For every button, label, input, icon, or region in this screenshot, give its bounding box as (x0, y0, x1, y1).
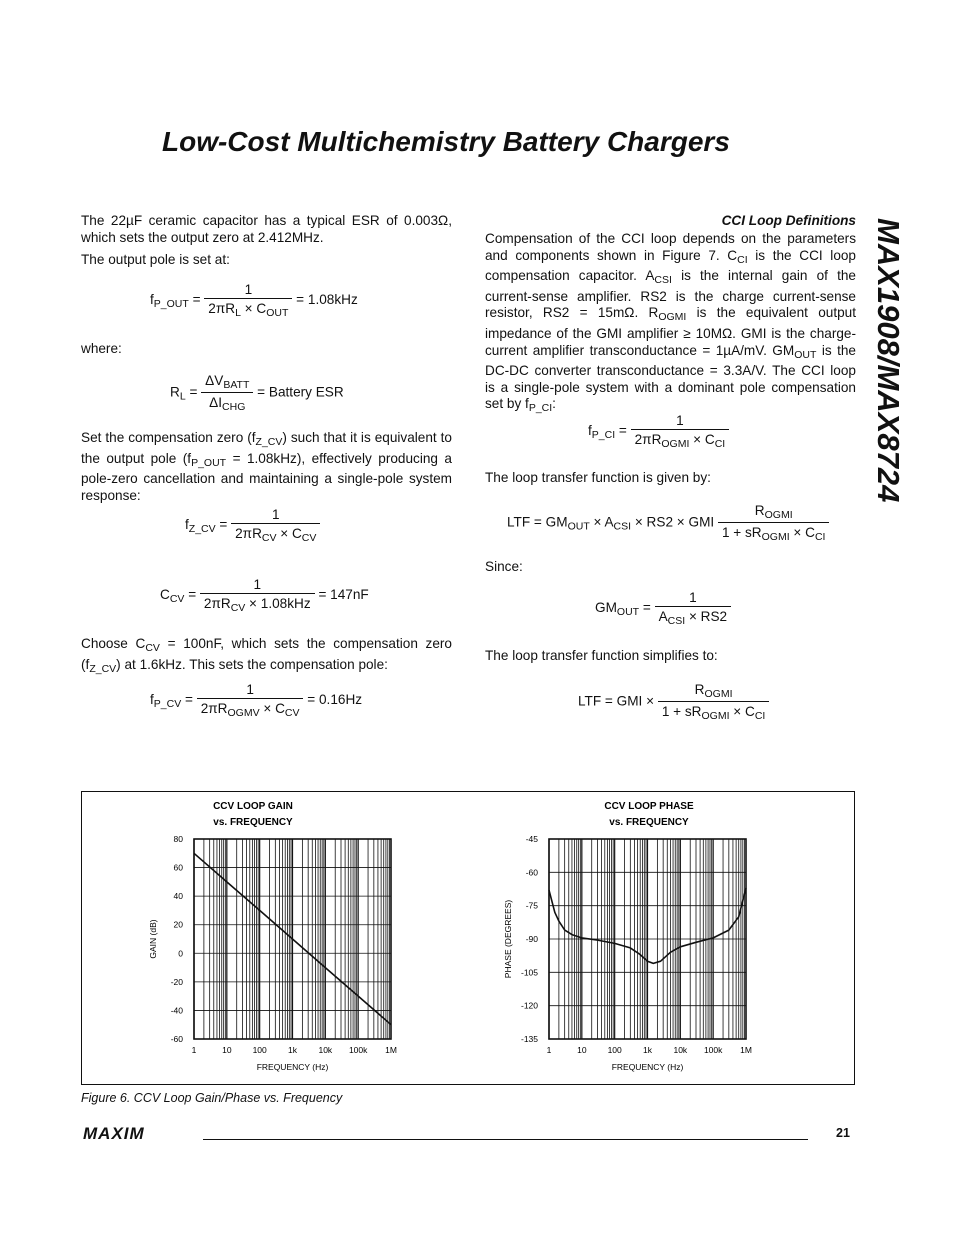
since-text: Since: (485, 559, 523, 574)
x-tick-label: 1 (191, 1045, 197, 1055)
maxim-logo (83, 1125, 191, 1146)
page-number: 21 (836, 1126, 850, 1140)
x-tick-label: 1M (740, 1045, 752, 1055)
y-axis-label: PHASE (DEGREES) (503, 899, 513, 979)
eq-fp-ci: $f_{P\_CI}$ = $\frac{1}{2\pi R_{OGMI} \times C_{CI}}$ (588, 413, 729, 450)
x-tick-label: 100 (607, 1045, 622, 1055)
x-tick-label: 10k (318, 1045, 333, 1055)
figure-charts (82, 792, 854, 1084)
x-tick-label: 10 (577, 1045, 587, 1055)
right-paragraph-1: Compensation of the CCI loop depends on the parameters and components shown in Figure 7. $C_{CI}$ is the CCI loop compensation capacitor. $A_{CSI}$ is the internal gain of the current-sense amplifier. RS2 is the charge current-sense resistor, RS2 = 15mΩ. $R_{OGMI}$ is the equivalent output impedance of the GMI amplifier ≥ 10MΩ. GMI is the charge-current amplifier transconductance = 1µA/mV. $GM_{OUT}$ is the DC-DC converter transconductance = 3.3A/V. The CCI loop is a single-pole system with a dominant pole compensation set by $f_{P\_CI}$: (485, 231, 856, 415)
x-axis-label: FREQUENCY (Hz) (256, 1062, 329, 1072)
y-tick-label: -20 (170, 976, 183, 987)
figure-caption: Figure 6. CCV Loop Gain/Phase vs. Frequency (81, 1091, 343, 1105)
left-paragraph-1 (81, 213, 452, 275)
eq-rl: $R_L$ = $\frac{\Delta V_{BATT}}{\Delta I_{CHG}}$ = Battery ESR (170, 373, 344, 413)
y-tick-label: 40 (173, 891, 183, 902)
output-pole-text: The output pole is set at: (81, 252, 230, 268)
chart-subtitle: vs. FREQUENCY (609, 817, 689, 828)
y-tick-label: -75 (525, 900, 538, 911)
y-tick-label: -135 (520, 1034, 538, 1044)
y-tick-label: -105 (520, 967, 538, 978)
x-tick-label: 1 (546, 1045, 552, 1055)
svg-text:MAXIM: MAXIM (83, 1125, 145, 1141)
chart-subtitle: vs. FREQUENCY (213, 817, 293, 828)
x-axis-label: FREQUENCY (Hz) (611, 1062, 684, 1072)
eq-gmout: $GM_{OUT}$ = $\frac{1}{A_{CSI} \times RS2}$ (595, 590, 731, 627)
x-tick-label: 10 (222, 1045, 232, 1055)
side-part-number (846, 218, 916, 698)
eq-ccv: $C_{CV}$ = $\frac{1}{2\pi R_{CV} \times 1.08kHz}$ = 147nF (160, 577, 369, 614)
x-tick-label: 10k (673, 1045, 688, 1055)
y-tick-label: -60 (525, 867, 538, 878)
left-paragraph-4: Choose $C_{CV} = 100nF$, which sets the compensation zero $(f_{Z\_CV})$ at 1.6kHz. This sets the compensation pole: (81, 636, 452, 675)
y-tick-label: -60 (170, 1034, 183, 1044)
y-tick-label: 0 (178, 948, 183, 959)
y-tick-label: -45 (525, 834, 538, 844)
footer-rule (203, 1139, 808, 1140)
cci-heading: CCI Loop Definitions (721, 213, 856, 228)
y-tick-label: -40 (170, 1005, 183, 1016)
x-tick-label: 100k (703, 1045, 723, 1055)
eq-fz-cv: $f_{Z\_CV}$ = $\frac{1}{2\pi R_{CV} \times C_{CV}}$ (185, 507, 320, 544)
left-paragraph-3: Set the compensation zero $(f_{Z\_CV})$ such that it is equivalent to the output pole $(f_{P\_OUT} = 1.08kHz)$, effectively producing a pole-zero cancellation and maintaining a single-pole system response: (81, 430, 452, 503)
ltf-text: The loop transfer function is given by: (485, 470, 711, 485)
side-part-number-text: MAX1908/MAX8724 (871, 218, 906, 503)
y-tick-label: -120 (520, 1000, 538, 1011)
x-tick-label: 1M (385, 1045, 397, 1055)
eq-fp-cv: $f_{P\_CV}$ = $\frac{1}{2\pi R_{OGMV} \times C_{CV}}$ = 0.16Hz (150, 682, 363, 719)
x-tick-label: 100k (348, 1045, 368, 1055)
chart-title: CCV LOOP GAIN (213, 801, 293, 812)
figure-box (81, 791, 855, 1085)
x-tick-label: 1k (643, 1045, 652, 1055)
y-tick-label: 80 (173, 834, 183, 844)
page-title: Low-Cost Multichemistry Battery Chargers (162, 126, 730, 157)
simplifies-text: The loop transfer function simplifies to: (485, 648, 718, 663)
chart-title: CCV LOOP PHASE (604, 801, 694, 812)
y-axis-label: GAIN (dB) (148, 919, 158, 959)
y-tick-label: -90 (525, 934, 538, 944)
eq-ltf-simplified: LTF = GMI × $\frac{R_{OGMI}}{1 + sR_{OGMI} \times C_{CI}}$ (578, 682, 769, 722)
x-tick-label: 1k (288, 1045, 297, 1055)
eq-ltf: LTF = $GM_{OUT} \times A_{CSI} \times RS2$ × GMI $\frac{R_{OGMI}}{1 + sR_{OGMI} \times C_{CI}}$ (507, 503, 829, 543)
where-text: where: (81, 341, 122, 356)
y-tick-label: 20 (173, 919, 183, 930)
eq-fp-out: $f_{P\_OUT}$ = $\frac{1}{2\pi R_L \times C_{OUT}}$ = 1.08kHz (150, 282, 358, 319)
x-tick-label: 100 (252, 1045, 267, 1055)
y-tick-label: 60 (173, 862, 183, 873)
esr-text: The 22µF ceramic capacitor has a typical ESR of 0.003Ω, which sets the output zero at 2.412MHz. (81, 213, 452, 245)
